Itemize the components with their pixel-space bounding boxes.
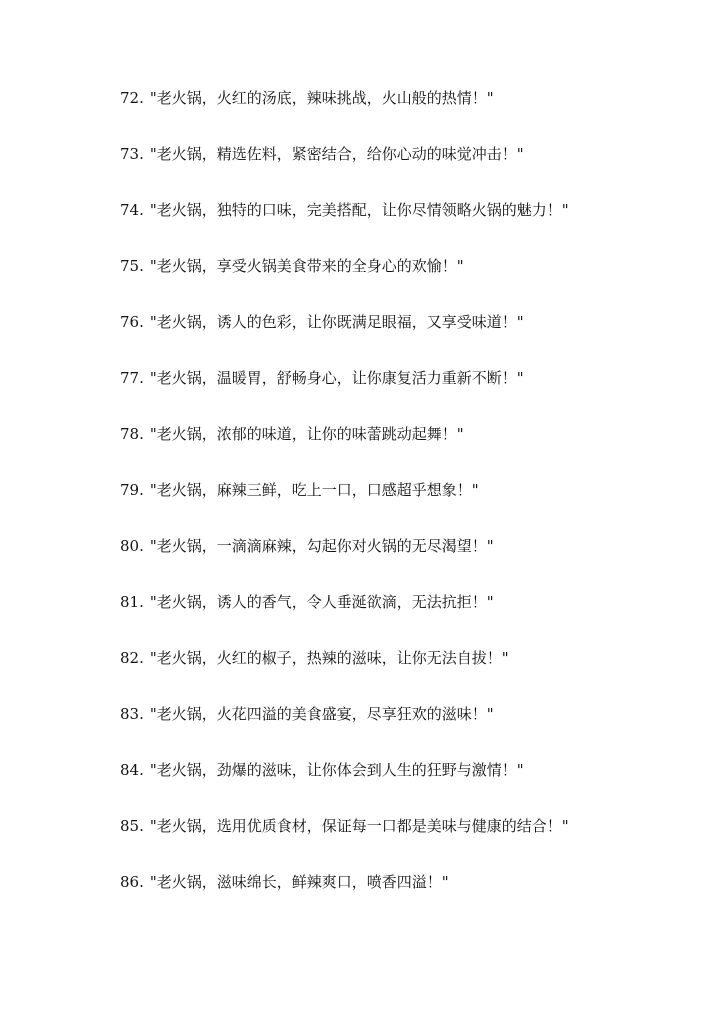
item-number: 72. bbox=[120, 89, 144, 107]
item-text: "老火锅，诱人的色彩，让你既满足眼福，又享受味道！" bbox=[149, 313, 524, 331]
item-text: "老火锅，麻辣三鲜，吃上一口，口感超乎想象！" bbox=[149, 481, 479, 499]
item-text: "老火锅，诱人的香气，令人垂涎欲滴，无法抗拒！" bbox=[149, 593, 494, 611]
list-item bbox=[120, 534, 700, 590]
item-text: "老火锅，温暖胃，舒畅身心，让你康复活力重新不断！" bbox=[149, 369, 524, 387]
list-item bbox=[120, 142, 700, 198]
list-item bbox=[120, 758, 700, 814]
list-item bbox=[120, 310, 700, 366]
list-item bbox=[120, 422, 700, 478]
item-text: "老火锅，选用优质食材，保证每一口都是美味与健康的结合！" bbox=[149, 817, 569, 835]
item-text: "老火锅，浓郁的味道，让你的味蕾跳动起舞！" bbox=[149, 425, 464, 443]
item-text: "老火锅，火红的汤底，辣味挑战，火山般的热情！" bbox=[149, 89, 494, 107]
item-text: "老火锅，一滴滴麻辣，勾起你对火锅的无尽渴望！" bbox=[149, 537, 494, 555]
item-number: 83. bbox=[120, 705, 144, 723]
item-number: 81. bbox=[120, 593, 144, 611]
list-item bbox=[120, 590, 700, 646]
slogan-list bbox=[120, 86, 700, 926]
item-number: 84. bbox=[120, 761, 144, 779]
list-item bbox=[120, 366, 700, 422]
list-item bbox=[120, 198, 700, 254]
item-text: "老火锅，精选佐料，紧密结合，给你心动的味觉冲击！" bbox=[149, 145, 524, 163]
list-item bbox=[120, 478, 700, 534]
list-item bbox=[120, 86, 700, 142]
item-number: 74. bbox=[120, 201, 144, 219]
item-text: "老火锅，火花四溢的美食盛宴，尽享狂欢的滋味！" bbox=[149, 705, 494, 723]
item-number: 79. bbox=[120, 481, 144, 499]
item-text: "老火锅，火红的椒子，热辣的滋味，让你无法自拔！" bbox=[149, 649, 509, 667]
item-number: 86. bbox=[120, 873, 144, 891]
item-text: "老火锅，劲爆的滋味，让你体会到人生的狂野与激情！" bbox=[149, 761, 524, 779]
list-item bbox=[120, 646, 700, 702]
list-item bbox=[120, 702, 700, 758]
item-text: "老火锅，滋味绵长，鲜辣爽口，喷香四溢！" bbox=[149, 873, 449, 891]
item-number: 80. bbox=[120, 537, 144, 555]
item-number: 76. bbox=[120, 313, 144, 331]
list-item bbox=[120, 254, 700, 310]
item-number: 73. bbox=[120, 145, 144, 163]
list-item bbox=[120, 814, 700, 870]
item-number: 85. bbox=[120, 817, 144, 835]
list-item bbox=[120, 870, 700, 926]
item-number: 78. bbox=[120, 425, 144, 443]
item-text: "老火锅，享受火锅美食带来的全身心的欢愉！" bbox=[149, 257, 464, 275]
item-number: 82. bbox=[120, 649, 144, 667]
item-text: "老火锅，独特的口味，完美搭配，让你尽情领略火锅的魅力！" bbox=[149, 201, 569, 219]
item-number: 75. bbox=[120, 257, 144, 275]
item-number: 77. bbox=[120, 369, 144, 387]
